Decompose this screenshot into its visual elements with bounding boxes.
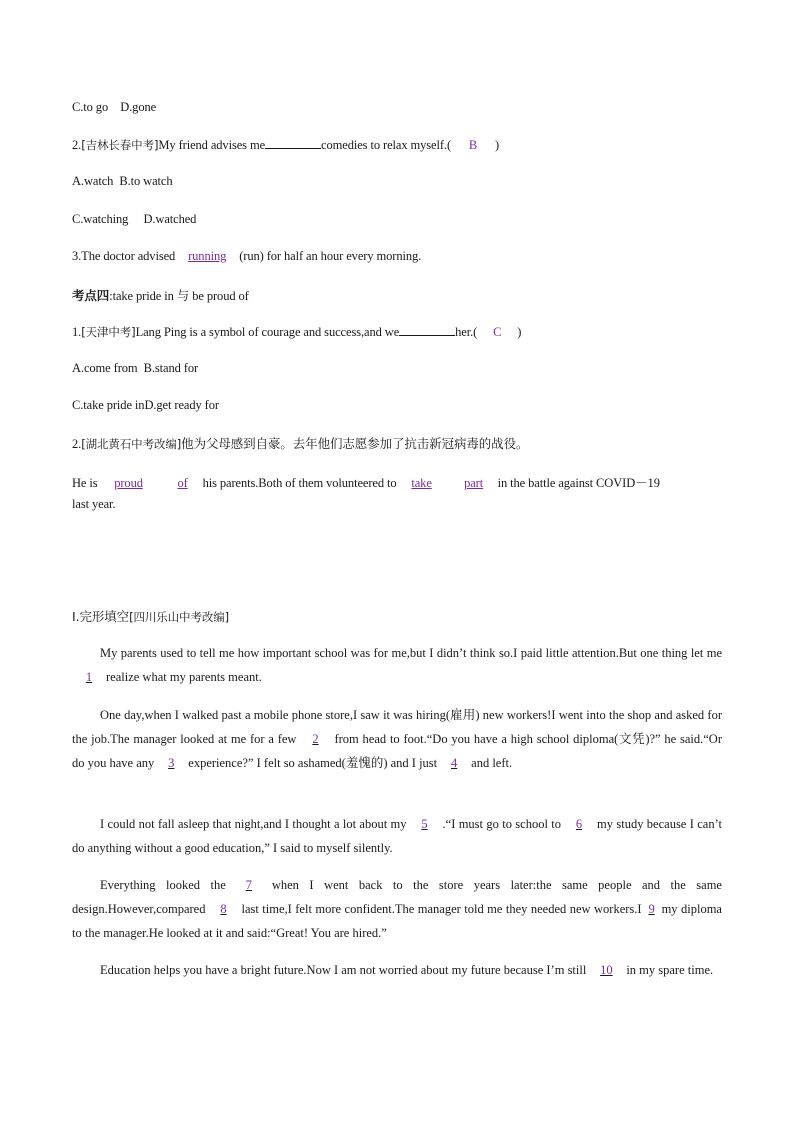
section-source: [四川乐山中考改编] <box>129 610 230 624</box>
chinese-prompt: 他为父母感到自豪。去年他们志愿参加了抗击新冠病毒的战役。 <box>181 436 529 451</box>
question-3: 3.The doctor advised running (run) for half an hour every morning. <box>72 249 422 263</box>
answer-blank <box>399 324 455 336</box>
question-2-options-cd: C.watching D.watched <box>72 212 197 226</box>
kaodian4-question-1-options-ab: A.come from B.stand for <box>72 361 199 375</box>
answer-text: take <box>411 476 432 490</box>
answer-text: proud <box>114 476 143 490</box>
cloze-blank-7: 7 <box>245 878 252 892</box>
cloze-blank-8: 8 <box>220 902 227 916</box>
cloze-blank-3: 3 <box>168 756 175 770</box>
kaodian4-question-2: 2.[湖北黄石中考改编]他为父母感到自豪。去年他们志愿参加了抗击新冠病毒的战役。 <box>72 436 529 451</box>
answer-text: running <box>188 249 227 263</box>
question-source: [湖北黄石中考改编] <box>81 437 182 451</box>
cloze-paragraph-4: Everything looked the 7 when I went back to the store years later:the same people and the same design.However,compared 8 last time,I felt more confident.The manager told me they needed new workers.I 9 my diploma to the manager.He looked at it and said:“Great! You are hired.” <box>72 873 722 945</box>
cloze-paragraph-3: I could not fall asleep that night,and I thought a lot about my 5 .“I must go to school to 6 my study because I can’t do anything without a good education,” I said to myself silently. <box>72 812 722 860</box>
answer-text: of <box>177 476 188 490</box>
option-d: D.gone <box>120 100 157 114</box>
section-heading-cloze: Ⅰ.完形填空[四川乐山中考改编] <box>72 609 230 624</box>
cloze-blank-2: 2 <box>312 732 319 746</box>
kaodian4-question-1-options-cd: C.take pride inD.get ready for <box>72 398 219 412</box>
cloze-blank-9: 9 <box>648 902 655 916</box>
question-options-cd <box>72 100 156 115</box>
cloze-blank-10: 10 <box>600 963 613 977</box>
kaodian4-question-2-line2: last year. <box>72 497 116 511</box>
section-heading-kaodian4: 考点四:take pride in 与 be proud of <box>72 288 249 303</box>
answer-letter: B <box>468 138 478 152</box>
question-2-options-ab: A.watch B.to watch <box>72 174 173 188</box>
cloze-blank-6: 6 <box>575 817 583 831</box>
option-c: C.to go <box>72 100 109 114</box>
answer-blank <box>265 137 321 149</box>
cloze-blank-5: 5 <box>421 817 428 831</box>
cloze-blank-4: 4 <box>451 756 458 770</box>
kaodian4-question-1: 1.[天津中考]Lang Ping is a symbol of courage and success,and we her.( C ) <box>72 325 522 339</box>
cloze-paragraph-2: One day,when I walked past a mobile phone store,I saw it was hiring(雇用) new workers!I went into the shop and asked for the job.The manager looked at me for a few 2 from head to foot.“Do you have a high school diploma(文凭)?” he said.“Or do you have any 3 experience?” I felt so ashamed(羞愧的) and I just 4 and left. <box>72 703 722 775</box>
answer-text: part <box>464 476 484 490</box>
question-source: [吉林长春中考] <box>81 138 159 152</box>
question-source: [天津中考] <box>81 325 136 339</box>
kaodian4-question-2-line1: He is proud of his parents.Both of them volunteered to take part in the battle against COVID－19 <box>72 476 660 490</box>
question-2: 2.[吉林长春中考]My friend advises me comedies to relax myself.( B ) <box>72 138 500 152</box>
cloze-blank-1: 1 <box>85 670 93 684</box>
answer-letter: C <box>493 325 502 339</box>
cloze-paragraph-1: My parents used to tell me how important school was for me,but I didn’t think so.I paid little attention.But one thing let me1 realize what my parents meant. <box>72 641 722 689</box>
cloze-paragraph-5: Education helps you have a bright future.Now I am not worried about my future because I’m still 10 in my spare time. <box>72 958 722 982</box>
